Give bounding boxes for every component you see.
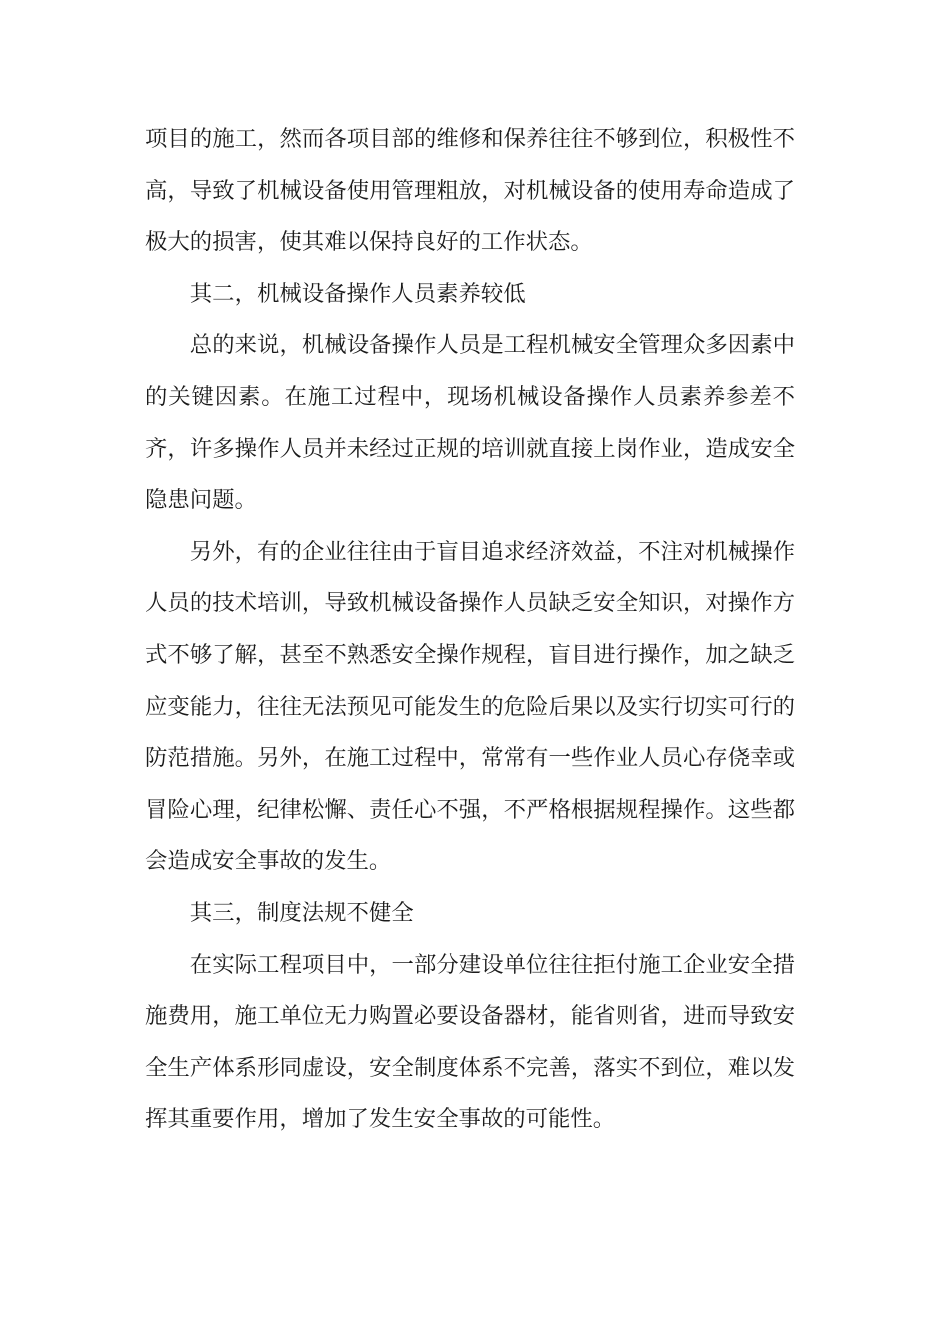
paragraph-1: 项目的施工，然而各项目部的维修和保养往往不够到位，积极性不高，导致了机械设备使用管理粗放，对机械设备的使用寿命造成了极大的损害，使其难以保持良好的工作状态。 bbox=[145, 126, 795, 256]
section-heading-2: 其二，机械设备操作人员素养较低 bbox=[189, 280, 526, 307]
document-body bbox=[145, 114, 795, 1146]
paragraph-6: 在实际工程项目中，一部分建设单位往往拒付施工企业安全措施费用，施工单位无力购置必要设备器材，能省则省，进而导致安全生产体系形同虚设，安全制度体系不完善，落实不到位，难以发挥其重要作用，增加了发生安全事故的可能性。 bbox=[145, 951, 795, 1133]
paragraph-3: 总的来说，机械设备操作人员是工程机械安全管理众多因素中的关键因素。在施工过程中，现场机械设备操作人员素养参差不齐，许多操作人员并未经过正规的培训就直接上岗作业，造成安全隐患问题。 bbox=[145, 332, 795, 514]
paragraph-4: 另外，有的企业往往由于盲目追求经济效益，不注对机械操作人员的技术培训，导致机械设备操作人员缺乏安全知识，对操作方式不够了解，甚至不熟悉安全操作规程，盲目进行操作，加之缺乏应变能力，往往无法预见可能发生的危险后果以及实行切实可行的防范措施。另外，在施工过程中，常常有一些作业人员心存侥幸或冒险心理，纪律松懈、责任心不强，不严格根据规程操作。这些都会造成安全事故的发生。 bbox=[145, 538, 795, 875]
section-heading-5: 其三，制度法规不健全 bbox=[189, 899, 414, 926]
